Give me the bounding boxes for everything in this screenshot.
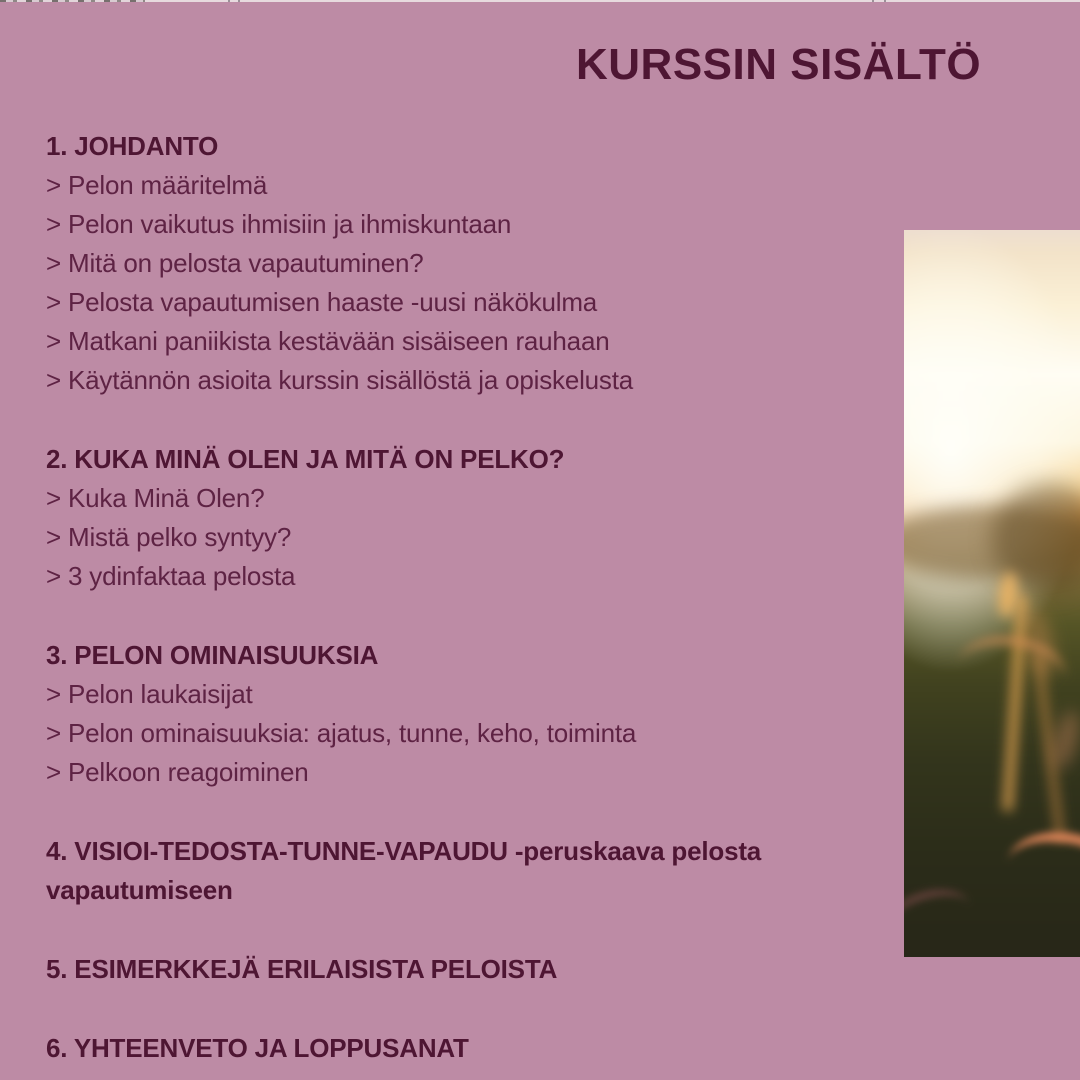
section-4-peruskaava <box>46 832 858 910</box>
section-heading: 2. KUKA MINÄ OLEN JA MITÄ ON PELKO? <box>46 444 565 474</box>
top-edge-dashes <box>0 0 145 2</box>
course-content-list <box>46 127 858 1068</box>
section-item: > Mitä on pelosta vapautuminen? <box>46 248 424 278</box>
section-item: > Käytännön asioita kurssin sisällöstä ja opiskelusta <box>46 365 634 395</box>
slide-title: KURSSIN SISÄLTÖ <box>576 40 982 89</box>
section-item: > Pelon määritelmä <box>46 170 268 200</box>
section-3-pelon-ominaisuuksia <box>46 636 858 792</box>
section-item: > 3 ydinfaktaa pelosta <box>46 561 296 591</box>
section-item: > Pelon laukaisijat <box>46 679 253 709</box>
section-heading: 3. PELON OMINAISUUKSIA <box>46 640 379 670</box>
top-edge-tick <box>228 0 230 2</box>
section-1-johdanto <box>46 127 858 400</box>
section-heading: 6. YHTEENVETO JA LOPPUSANAT <box>46 1033 469 1063</box>
section-heading: 1. JOHDANTO <box>46 131 219 161</box>
sunset-meadow-photo <box>904 230 1080 957</box>
top-edge-tick <box>872 0 874 2</box>
section-item: > Mistä pelko syntyy? <box>46 522 292 552</box>
section-item: > Pelon vaikutus ihmisiin ja ihmiskuntaan <box>46 209 512 239</box>
section-item: > Pelosta vapautumisen haaste -uusi näkökulma <box>46 287 598 317</box>
top-edge-tick <box>238 0 240 2</box>
top-edge-photo-sliver <box>0 0 1080 2</box>
section-6-yhteenveto <box>46 1029 858 1068</box>
section-item: > Matkani paniikista kestävään sisäiseen rauhaan <box>46 326 610 356</box>
section-item: > Kuka Minä Olen? <box>46 483 265 513</box>
section-heading: 4. VISIOI-TEDOSTA-TUNNE-VAPAUDU -peruskaava pelosta vapautumiseen <box>46 836 762 905</box>
section-5-esimerkkeja <box>46 950 858 989</box>
section-item: > Pelon ominaisuuksia: ajatus, tunne, keho, toiminta <box>46 718 637 748</box>
section-2-kuka-mina-olen <box>46 440 858 596</box>
top-edge-tick <box>884 0 886 2</box>
section-heading: 5. ESIMERKKEJÄ ERILAISISTA PELOISTA <box>46 954 558 984</box>
section-item: > Pelkoon reagoiminen <box>46 757 309 787</box>
